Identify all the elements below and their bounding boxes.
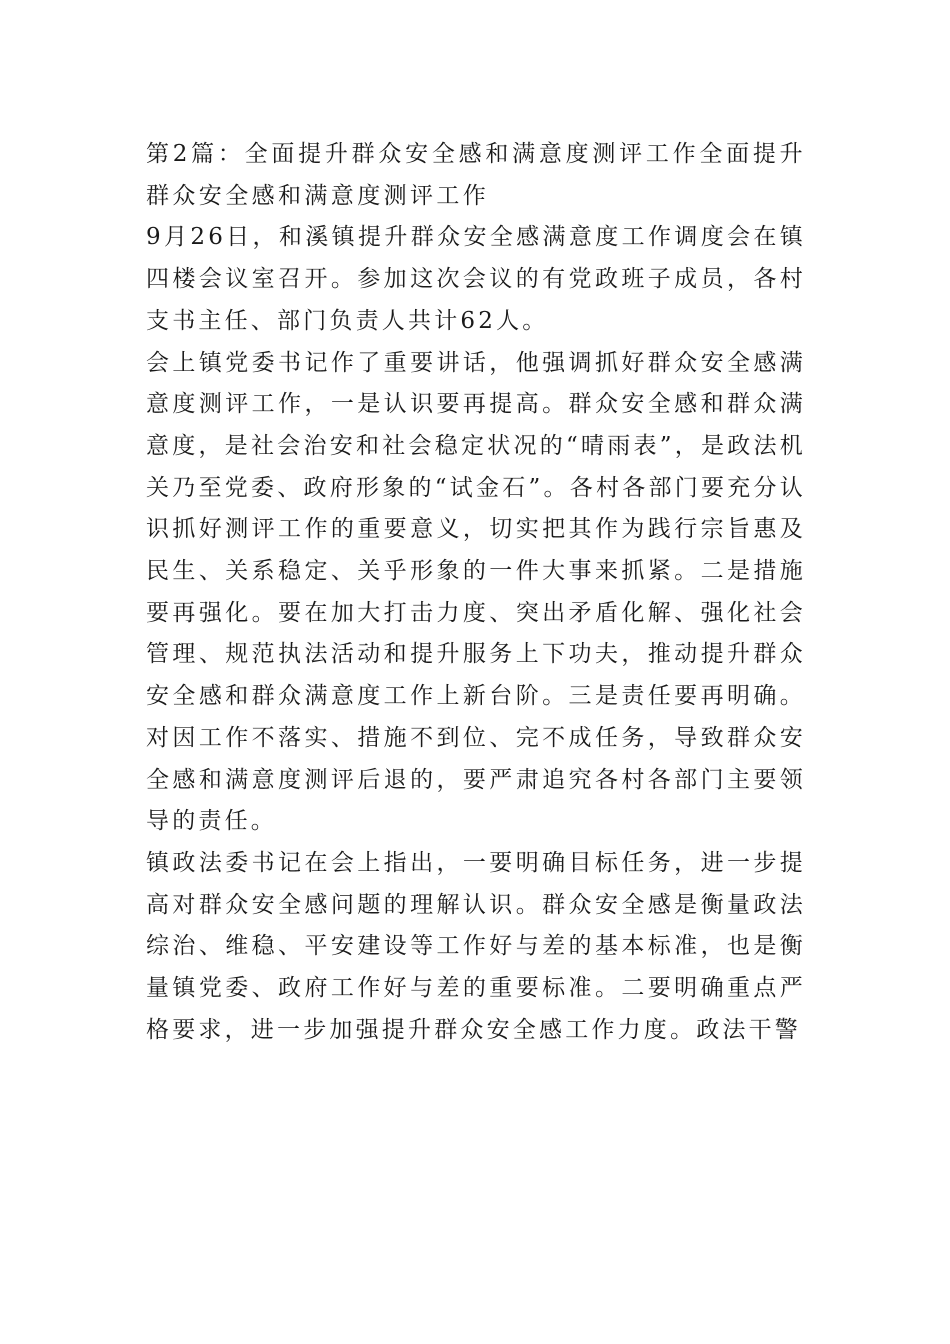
document-body bbox=[146, 134, 806, 1051]
document-title: 第2篇：全面提升群众安全感和满意度测评工作全面提升群众安全感和满意度测评工作 bbox=[146, 141, 806, 209]
paragraph-2: 会上镇党委书记作了重要讲话，他强调抓好群众安全感满意度测评工作，一是认识要再提高。群众安全感和群众满意度，是社会治安和社会稳定状况的“晴雨表”，是政法机关乃至党委、政府形象的“试金石”。各村各部门要充分认识抓好测评工作的重要意义，切实把其作为践行宗旨惠及民生、关系稳定、关乎形象的一件大事来抓紧。二是措施要再强化。要在加大打击力度、突出矛盾化解、强化社会管理、规范执法活动和提升服务上下功夫，推动提升群众安全感和群众满意度工作上新台阶。三是责任要再明确。对因工作不落实、措施不到位、完不成任务，导致群众安全感和满意度测评后退的，要严肃追究各村各部门主要领导的责任。 bbox=[146, 349, 806, 835]
paragraph-1: 9月26日，和溪镇提升群众安全感满意度工作调度会在镇四楼会议室召开。参加这次会议的有党政班子成员，各村支书主任、部门负责人共计62人。 bbox=[146, 224, 806, 334]
paragraph-3: 镇政法委书记在会上指出，一要明确目标任务，进一步提高对群众安全感问题的理解认识。群众安全感是衡量政法综治、维稳、平安建设等工作好与差的基本标准，也是衡量镇党委、政府工作好与差的重要标准。二要明确重点严格要求，进一步加强提升群众安全感工作力度。政法干警 bbox=[146, 849, 806, 1043]
